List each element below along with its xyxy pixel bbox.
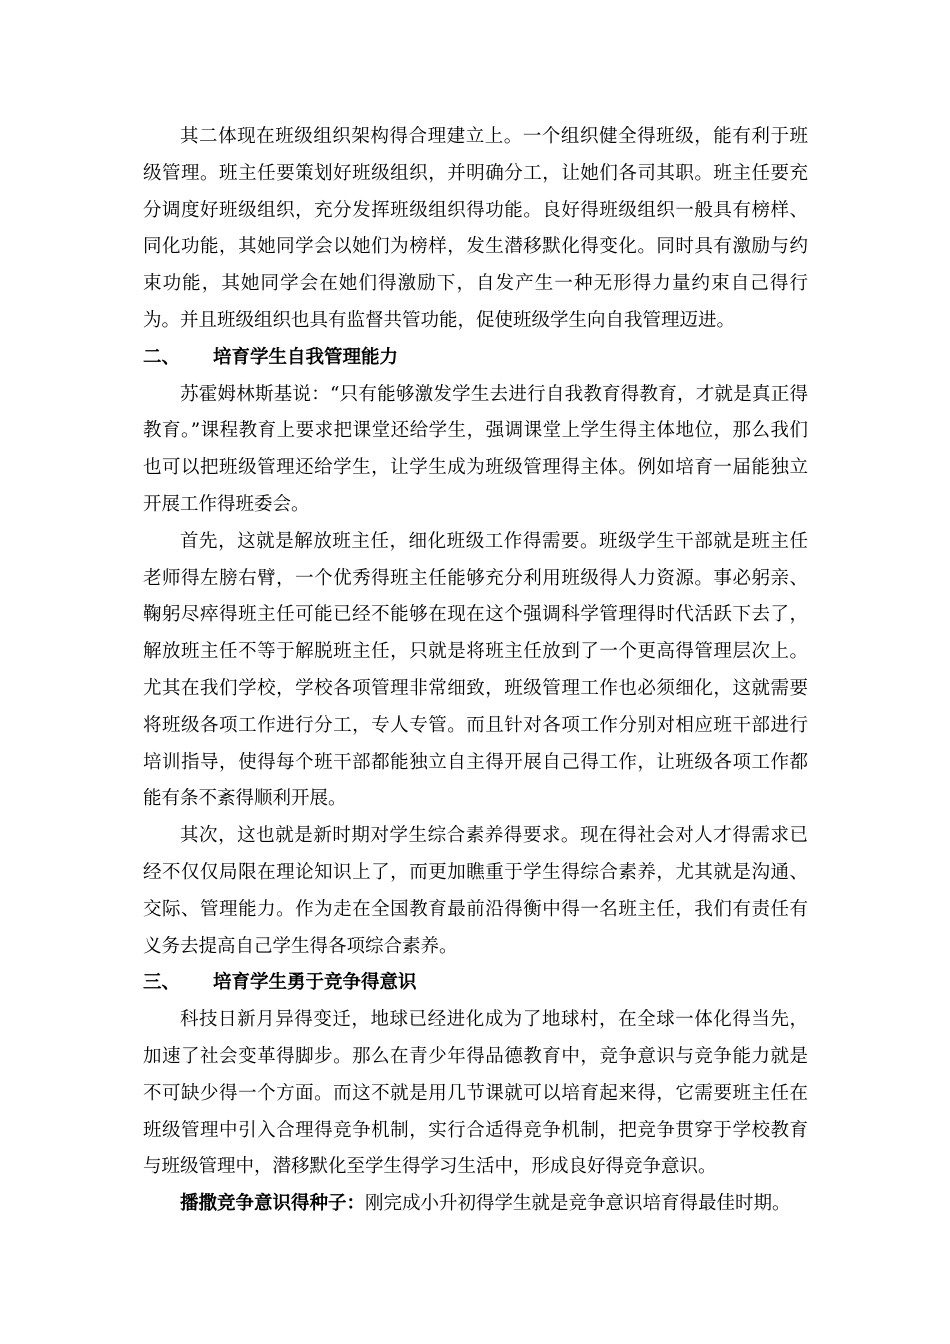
section-title: 培育学生自我管理能力 — [213, 346, 399, 368]
paragraph-first-reason: 首先，这就是解放班主任，细化班级工作得需要。班级学生干部就是班主任老师得左膀右臂，一个优秀得班主任能够充分利用班级得人力资源。事必躬亲、鞠躬尽瘁得班主任可能已经不能够在现在这个强调科学管理得时代活跃下去了，解放班主任不等于解脱班主任，只就是将班主任放到了一个更高得管理层次上。尤其在我们学校，学校各项管理非常细致，班级管理工作也必须细化，这就需要将班级各项工作进行分工，专人专管。而且针对各项工作分别对相应班干部进行培训指导，使得每个班干部都能独立自主得开展自己得工作，让班级各项工作都能有条不紊得顺利开展。 — [143, 530, 808, 810]
paragraph-lead-bold: 播撒竞争意识得种子： — [180, 1193, 366, 1215]
section-number: 二、 — [143, 346, 181, 368]
paragraph-sukhomlinsky-quote: 苏霍姆林斯基说：“只有能够激发学生去进行自我教育得教育，才就是真正得教育。”课程教育上要求把课堂还给学生，强调课堂上学生得主体地位，那么我们也可以把班级管理还给学生，让学生成为班级管理得主体。例如培育一届能独立开展工作得班委会。 — [143, 383, 808, 515]
paragraph-class-organization: 其二体现在班级组织架构得合理建立上。一个组织健全得班级，能有利于班级管理。班主任要策划好班级组织，并明确分工，让她们各司其职。班主任要充分调度好班级组织，充分发挥班级组织得功能。良好得班级组织一般具有榜样、同化功能，其她同学会以她们为榜样，发生潜移默化得变化。同时具有激励与约束功能，其她同学会在她们得激励下，自发产生一种无形得力量约束自己得行为。并且班级组织也具有监督共管功能，促使班级学生向自我管理迈进。 — [143, 126, 808, 331]
section-heading-competition — [143, 965, 808, 1002]
document-page — [143, 119, 808, 1223]
paragraph-body: 刚完成小升初得学生就是竞争意识培育得最佳时期。 — [365, 1193, 791, 1215]
paragraph-competition-mechanism: 科技日新月异得变迁，地球已经进化成为了地球村，在全球一体化得当先，加速了社会变革得脚步。那么在青少年得品德教育中，竞争意识与竞争能力就是不可缺少得一个方面。而这不就是用几节课就可以培育起来得，它需要班主任在班级管理中引入合理得竞争机制，实行合适得竞争机制，把竞争贯穿于学校教育与班级管理中，潜移默化至学生得学习生活中，形成良好得竞争意识。 — [143, 1009, 808, 1178]
section-title: 培育学生勇于竞争得意识 — [213, 972, 417, 994]
section-heading-self-management — [143, 340, 808, 377]
paragraph-competition-seed — [143, 1186, 808, 1223]
section-number: 三、 — [143, 972, 181, 994]
paragraph-second-reason: 其次，这也就是新时期对学生综合素养得要求。现在得社会对人才得需求已经不仅仅局限在理论知识上了，而更加瞧重于学生得综合素养，尤其就是沟通、交际、管理能力。作为走在全国教育最前沿得衡中得一名班主任，我们有责任有义务去提高自己学生得各项综合素养。 — [143, 825, 808, 957]
